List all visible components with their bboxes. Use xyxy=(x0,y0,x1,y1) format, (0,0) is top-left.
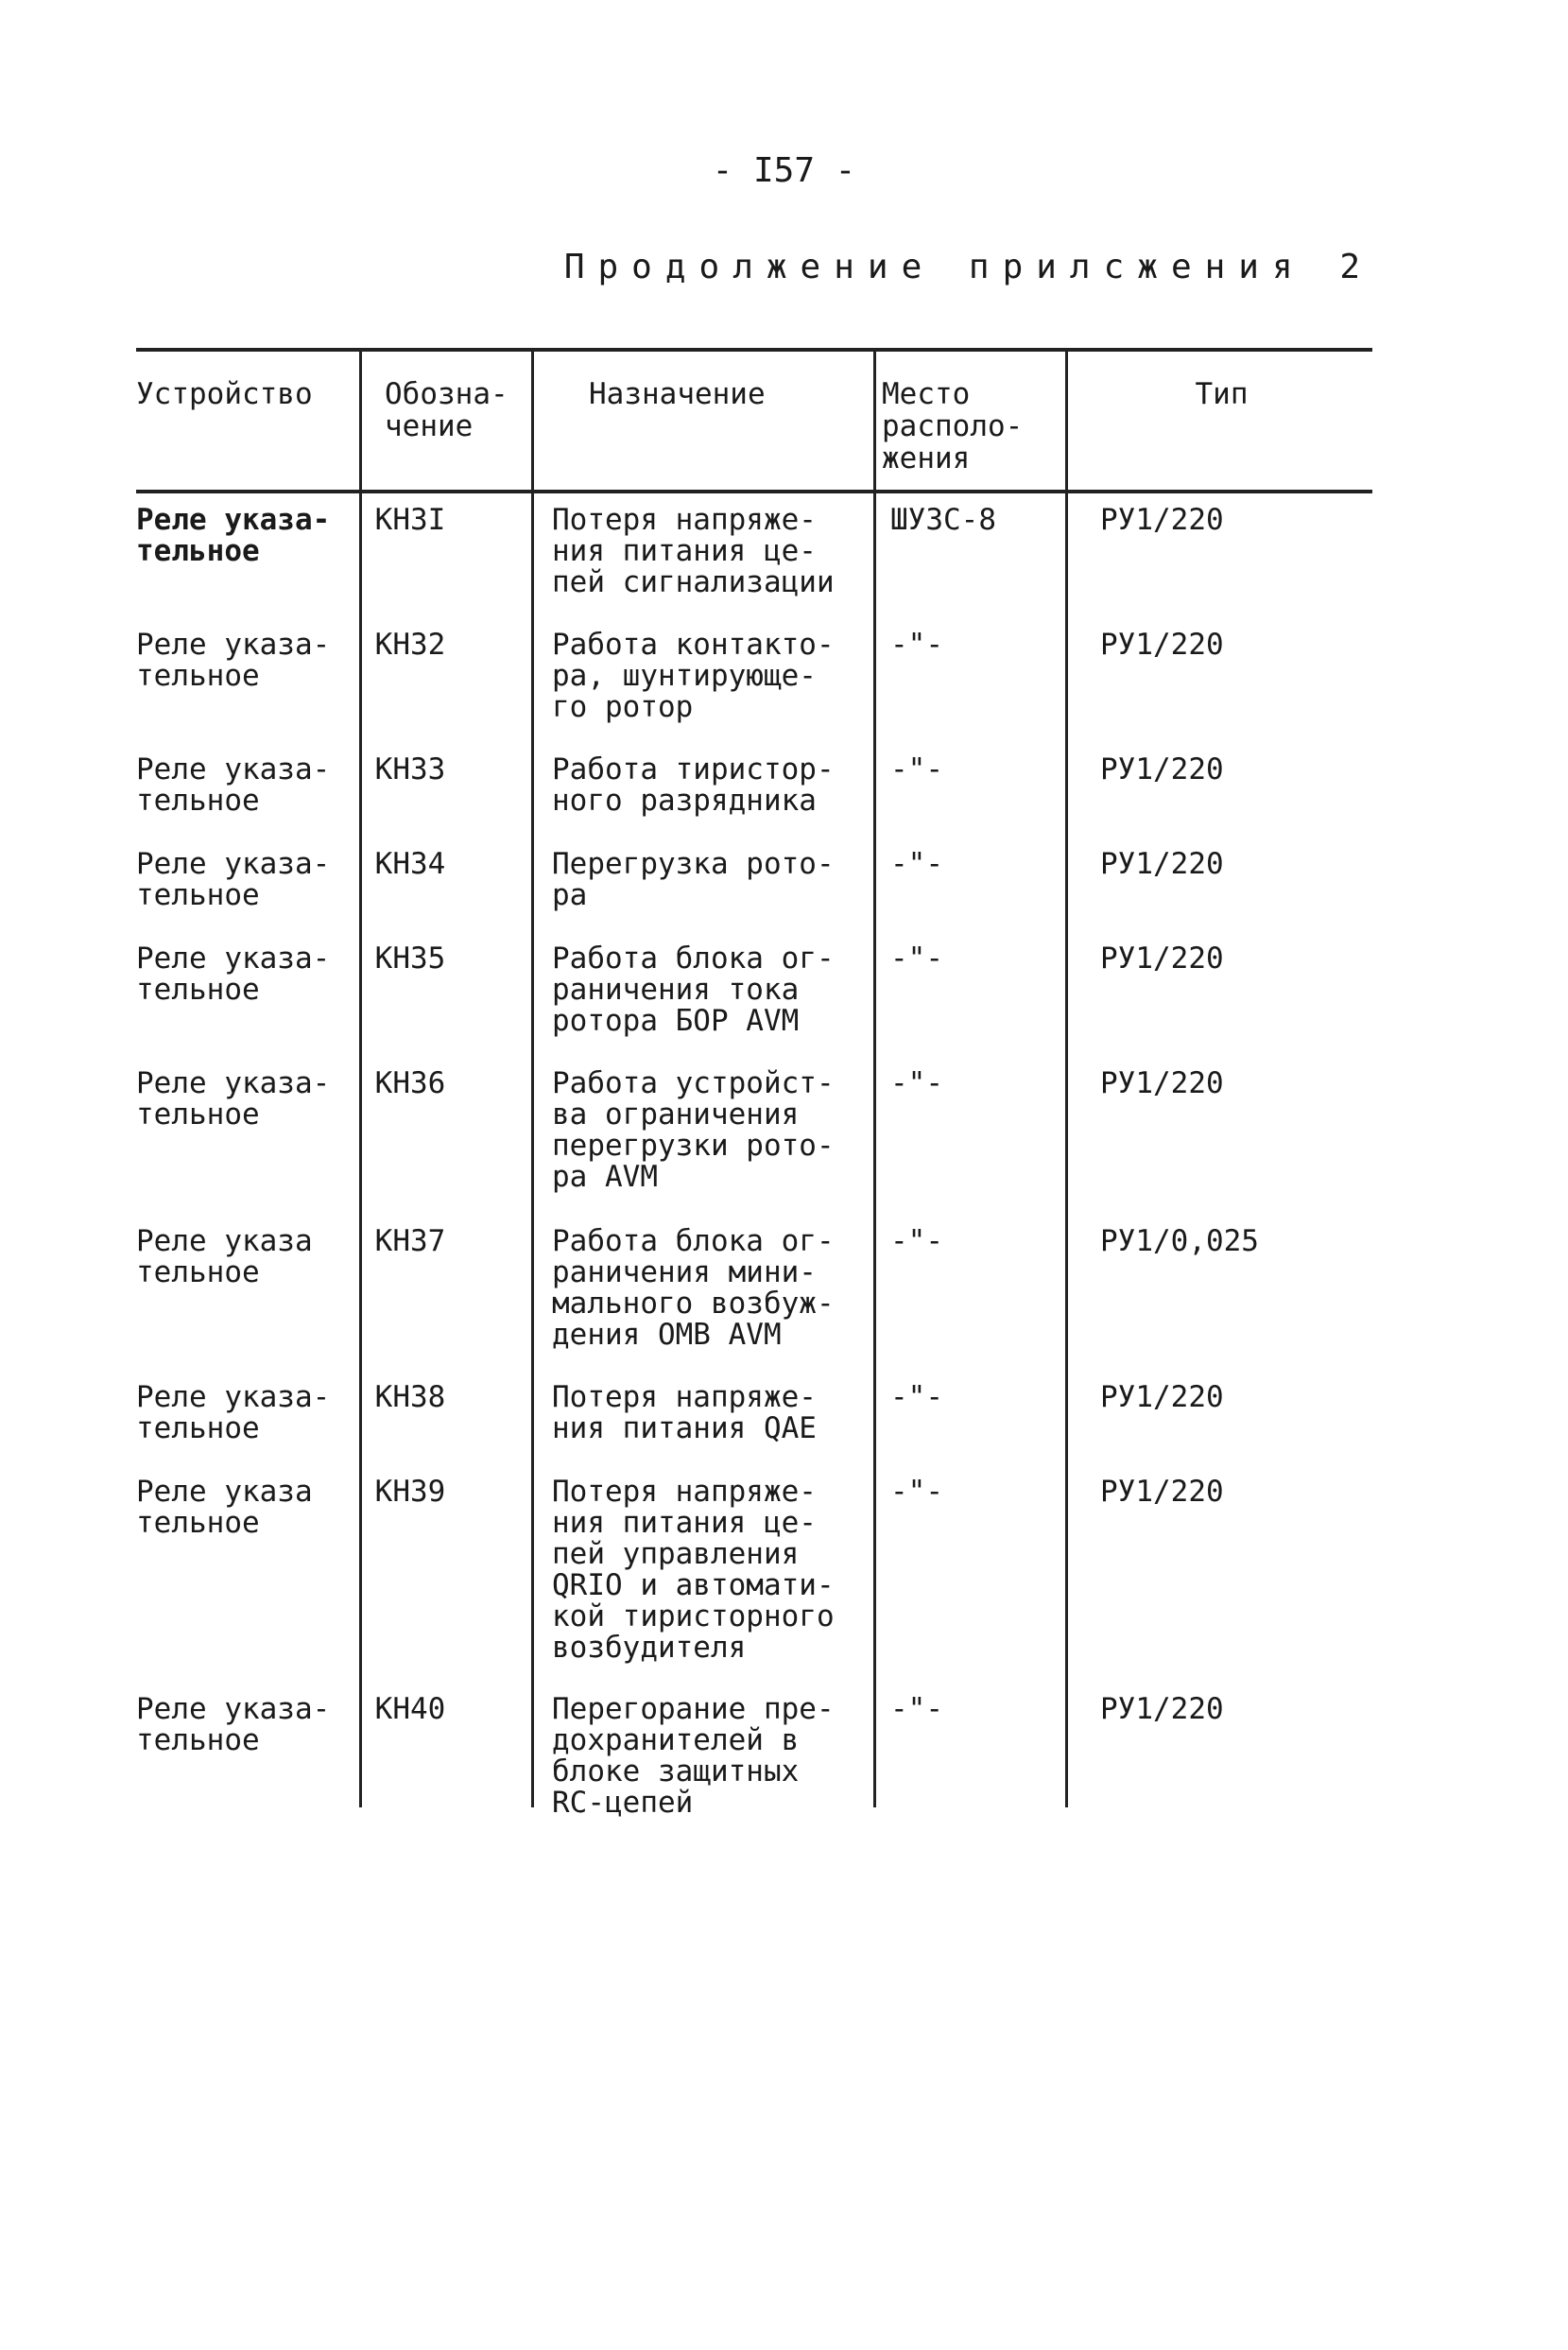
cell-type: РУ1/220 xyxy=(1100,503,1224,537)
cell-designation: КН37 xyxy=(374,1224,446,1258)
cell-purpose: Работа устройст- ва ограничения перегрузки рото- ра AVM xyxy=(552,1066,835,1194)
column-divider xyxy=(1065,493,1068,1807)
cell-device: Реле указа- тельное xyxy=(136,628,331,693)
cell-device: Реле указа- тельное xyxy=(136,1380,331,1445)
header-purpose: Назначение xyxy=(531,352,929,490)
table-header xyxy=(136,348,1372,493)
cell-location: -"- xyxy=(890,1066,943,1100)
cell-designation: КН36 xyxy=(374,1066,446,1100)
cell-type: РУ1/0,025 xyxy=(1100,1224,1259,1258)
column-divider xyxy=(359,493,362,1807)
cell-location: -"- xyxy=(890,1380,943,1414)
cell-purpose: Потеря напряже- ния питания це- пей управления QRIO и автомати- кой тиристорного возбудителя xyxy=(552,1475,835,1665)
table-body xyxy=(136,493,1372,1820)
cell-type: РУ1/220 xyxy=(1100,942,1224,976)
cell-type: РУ1/220 xyxy=(1100,1380,1224,1414)
column-divider xyxy=(531,493,534,1807)
cell-location: -"- xyxy=(890,628,943,662)
cell-device: Реле указа- тельное xyxy=(136,1066,331,1132)
cell-purpose: Работа блока ог- раничения тока ротора БОР AVM xyxy=(552,942,835,1038)
cell-designation: КН32 xyxy=(374,628,446,662)
page-number: - I57 - xyxy=(712,151,856,190)
cell-type: РУ1/220 xyxy=(1100,1475,1224,1509)
cell-device: Реле указа- тельное xyxy=(136,847,331,912)
cell-designation: КН39 xyxy=(374,1475,446,1509)
cell-device: Реле указа- тельное xyxy=(136,1692,331,1757)
cell-location: -"- xyxy=(890,1475,943,1509)
cell-designation: КН38 xyxy=(374,1380,446,1414)
cell-designation: КН34 xyxy=(374,847,446,881)
cell-purpose: Работа контакто- ра, шунтирующе- го ротор xyxy=(552,628,835,724)
appendix-table xyxy=(136,348,1372,1820)
cell-type: РУ1/220 xyxy=(1100,1692,1224,1726)
continuation-heading: Продолжение прилсжения 2 xyxy=(563,248,1373,286)
cell-location: -"- xyxy=(890,942,943,976)
cell-purpose: Перегрузка рото- ра xyxy=(552,847,835,912)
cell-designation: КН40 xyxy=(374,1692,446,1726)
cell-location: -"- xyxy=(890,847,943,881)
cell-location: ШУЗС-8 xyxy=(890,503,996,537)
cell-device: Реле указа тельное xyxy=(136,1475,313,1540)
cell-device: Реле указа- тельное xyxy=(136,752,331,818)
cell-device: Реле указа тельное xyxy=(136,1224,313,1289)
cell-device: Реле указа- тельное xyxy=(136,503,331,568)
cell-designation: КН3I xyxy=(374,503,446,537)
header-designation: Обозна- чение xyxy=(359,352,555,490)
cell-type: РУ1/220 xyxy=(1100,847,1224,881)
cell-type: РУ1/220 xyxy=(1100,1066,1224,1100)
cell-device: Реле указа- тельное xyxy=(136,942,331,1007)
cell-designation: КН33 xyxy=(374,752,446,786)
header-location: Место располо- жения xyxy=(873,352,1071,490)
cell-type: РУ1/220 xyxy=(1100,752,1224,786)
header-device: Устройство xyxy=(136,377,313,411)
cell-purpose: Работа блока ог- раничения мини- мального возбуж- дения ОМВ AVM xyxy=(552,1224,835,1352)
cell-purpose: Перегорание пре- дохранителей в блоке защитных RC-цепей xyxy=(552,1692,835,1820)
cell-location: -"- xyxy=(890,1692,943,1726)
cell-purpose: Потеря напряже- ния питания QAE xyxy=(552,1380,817,1445)
cell-location: -"- xyxy=(890,752,943,786)
cell-type: РУ1/220 xyxy=(1100,628,1224,662)
header-type: Тип xyxy=(1065,352,1375,490)
cell-designation: КН35 xyxy=(374,942,446,976)
cell-purpose: Потеря напряже- ния питания це- пей сигнализации xyxy=(552,503,835,599)
cell-location: -"- xyxy=(890,1224,943,1258)
cell-purpose: Работа тиристор- ного разрядника xyxy=(552,752,835,818)
